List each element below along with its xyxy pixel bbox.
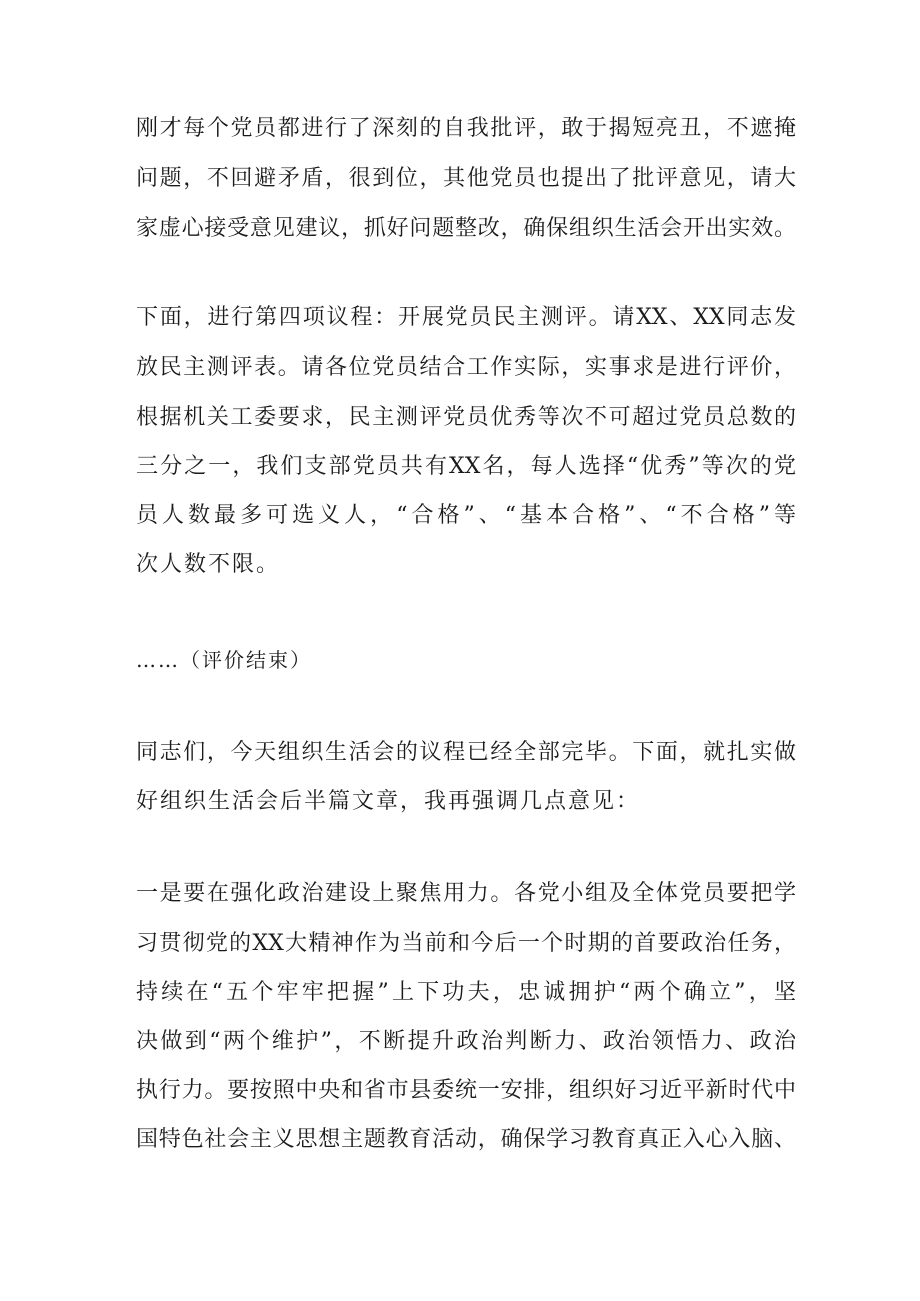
paragraph-5-line-5: 执行力。要按照中央和省市县委统一安排，组织好习近平新时代中 xyxy=(136,1078,796,1103)
paragraph-2-line-5: 员人数最多可选义人，“合格”、“基本合格”、“不合格”等 xyxy=(136,503,796,528)
paragraph-5-line-3: 持续在“五个牢牢把握”上下功夫，忠诚拥护“两个确立”，坚 xyxy=(136,980,796,1005)
paragraph-2-line-1: 下面，进行第四项议程：开展党员民主测评。请XX、XX同志发 xyxy=(136,305,796,330)
paragraph-5-line-6: 国特色社会主义思想主题教育活动，确保学习教育真正入心入脑、 xyxy=(136,1127,796,1152)
paragraph-5-line-1: 一是要在强化政治建设上聚焦用力。各党小组及全体党员要把学 xyxy=(136,881,796,906)
paragraph-2-line-4: 三分之一，我们支部党员共有XX名，每人选择“优秀”等次的党 xyxy=(136,454,796,479)
paragraph-4-line-2: 好组织生活会后半篇文章，我再强调几点意见： xyxy=(136,789,641,814)
paragraph-5-line-4: 决做到“两个维护”，不断提升政治判断力、政治领悟力、政治 xyxy=(136,1029,796,1054)
paragraph-5-line-2: 习贯彻党的XX大精神作为当前和今后一个时期的首要政治任务， xyxy=(136,931,796,956)
paragraph-1-line-3: 家虚心接受意见建议，抓好问题整改，确保组织生活会开出实效。 xyxy=(136,216,796,241)
paragraph-4-line-1: 同志们，今天组织生活会的议程已经全部完毕。下面，就扎实做 xyxy=(136,740,796,765)
paragraph-1-line-2: 问题，不回避矛盾，很到位，其他党员也提出了批评意见，请大 xyxy=(136,166,796,191)
paragraph-2-line-6: 次人数不限。 xyxy=(136,552,281,577)
paragraph-1-line-1: 刚才每个党员都进行了深刻的自我批评，敢于揭短亮丑，不遮掩 xyxy=(136,116,796,141)
paragraph-2-line-2: 放民主测评表。请各位党员结合工作实际，实事求是进行评价， xyxy=(136,355,796,380)
paragraph-2-line-3: 根据机关工委要求，民主测评党员优秀等次不可超过党员总数的 xyxy=(136,405,796,430)
paragraph-3-line-1: ……（评价结束） xyxy=(136,648,312,672)
